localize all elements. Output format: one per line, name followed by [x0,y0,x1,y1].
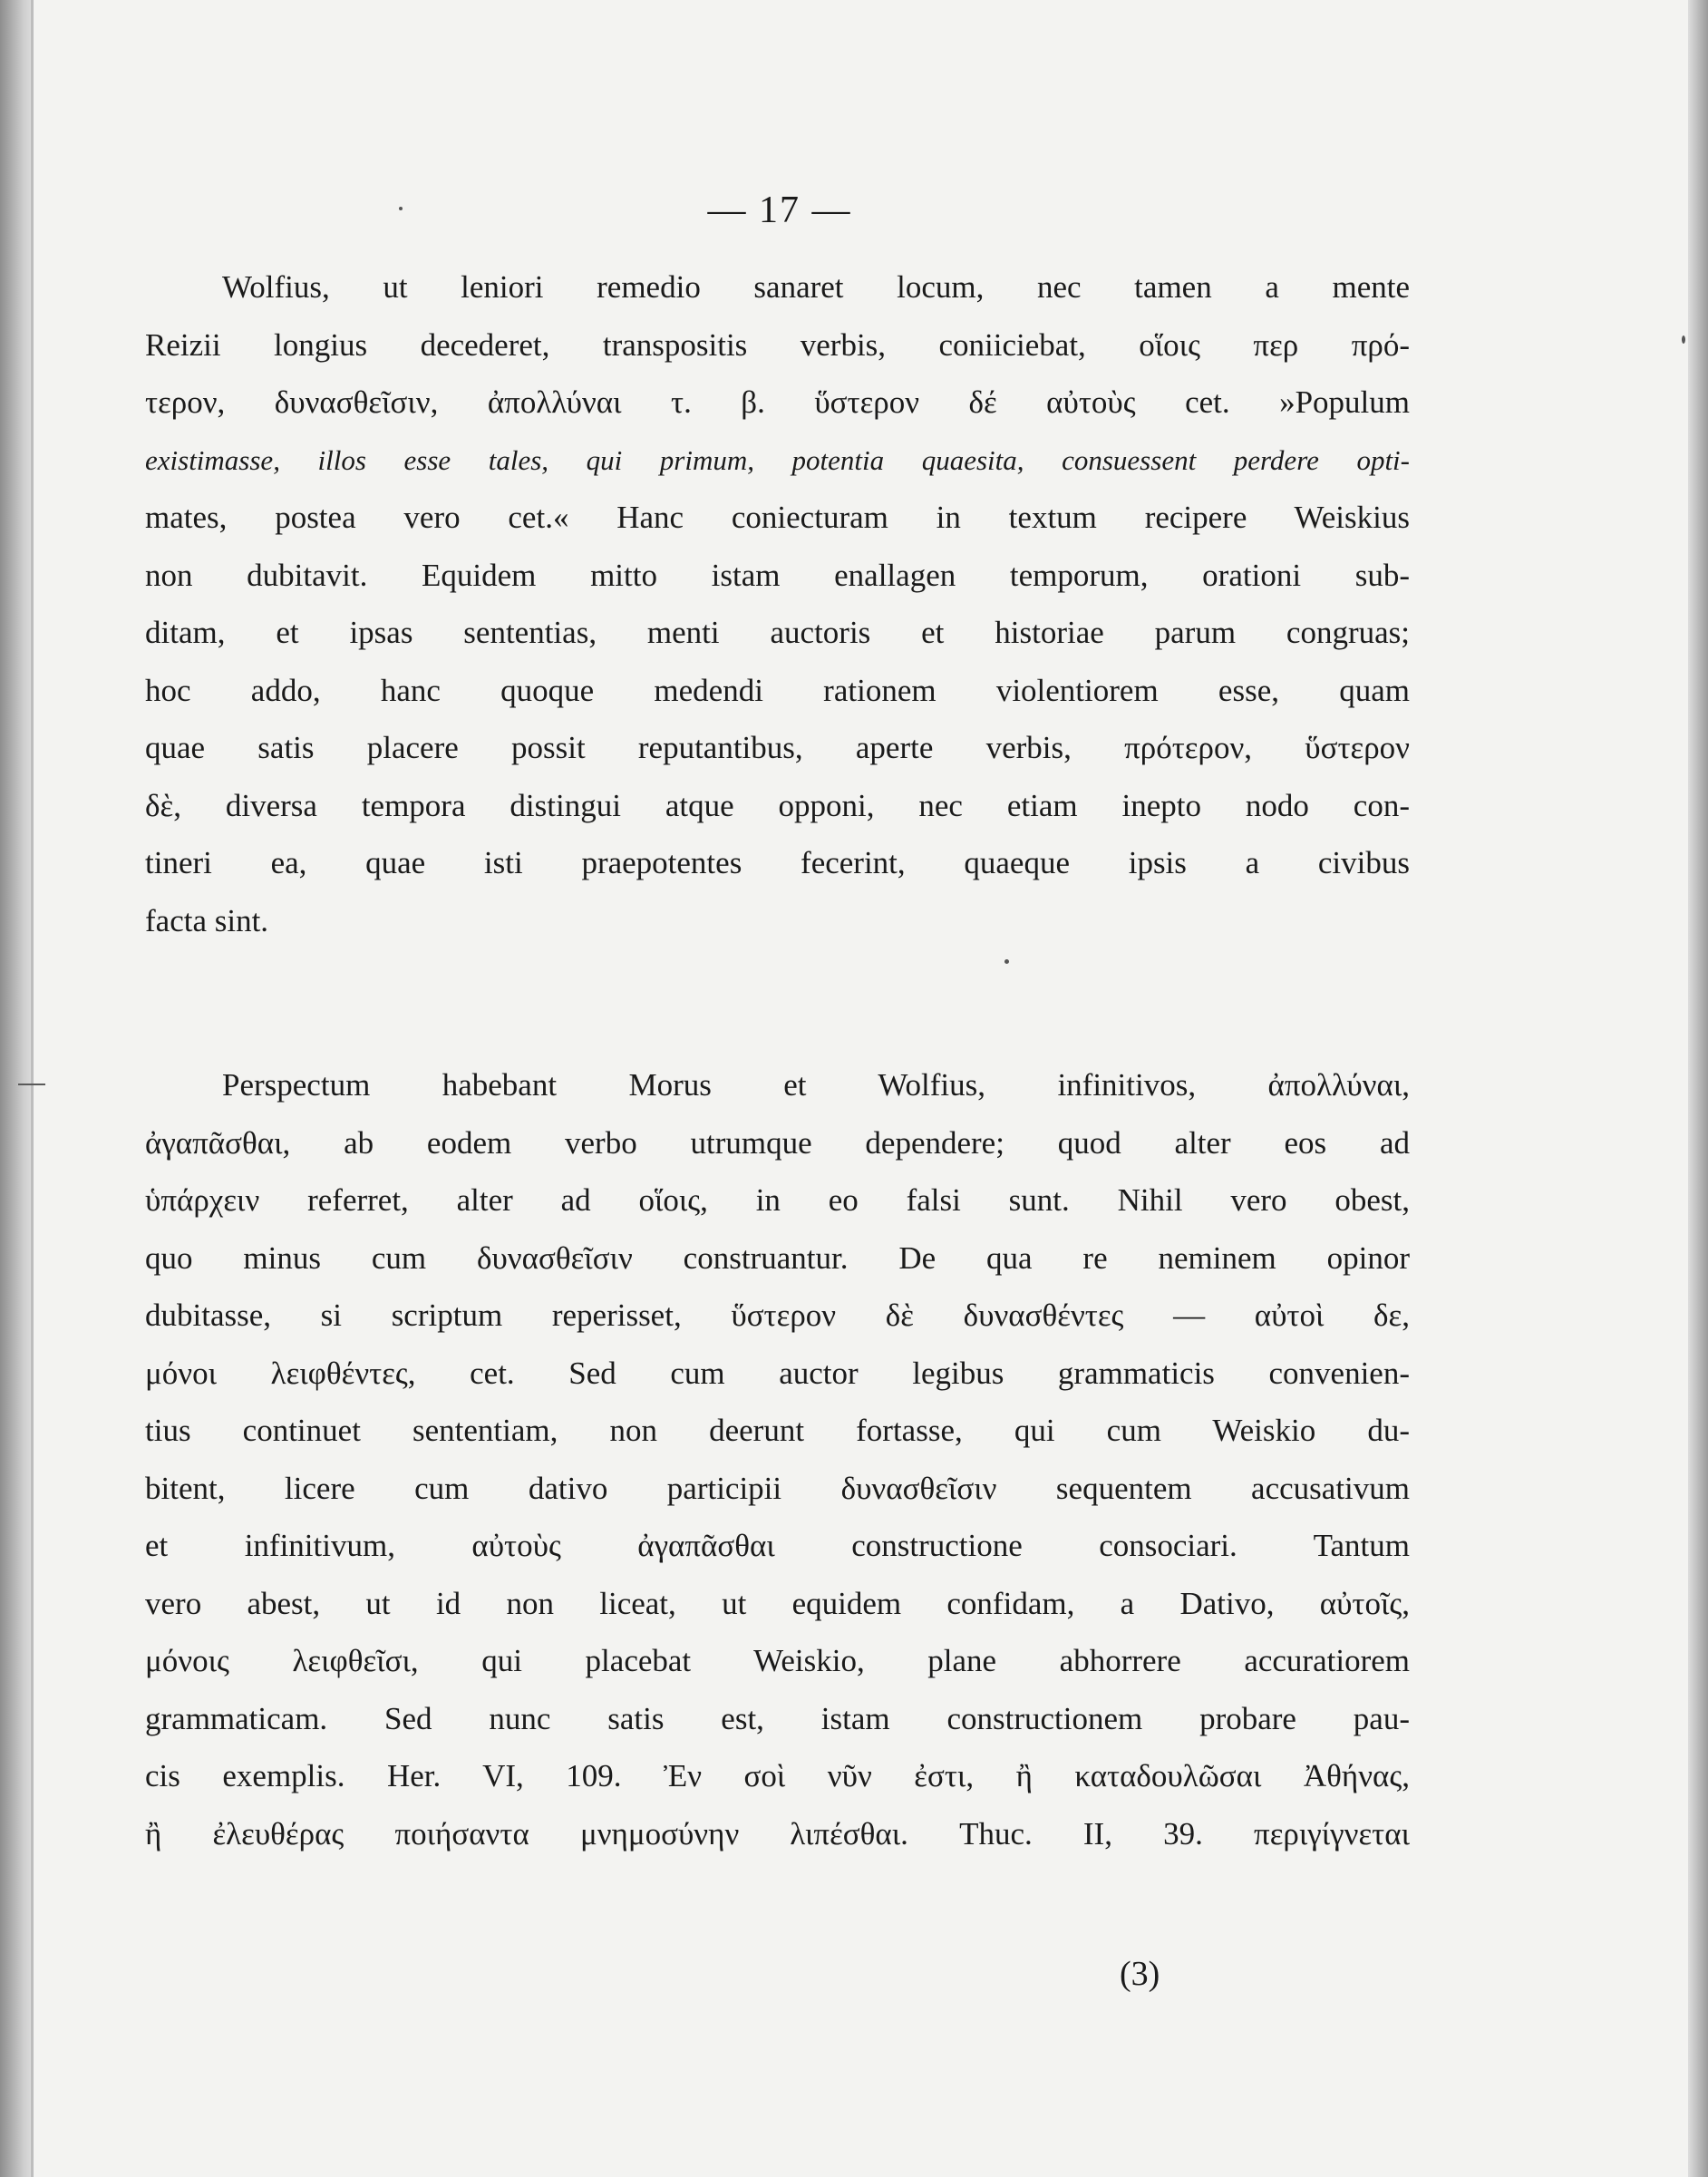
text-line: ἢ ἐλευθέρας ποιήσαντα μνημοσύνην λιπέσθαι. Thuc. II, 39. περιγίγνεται [145,1815,1410,1851]
text-line: tius continuet sententiam, non deerunt fortasse, qui cum Weiskio du- [145,1413,1410,1448]
text-line: mates, postea vero cet.« Hanc coniecturam in textum recipere Weiskius [145,500,1410,535]
paragraph-1 [145,258,1410,949]
right-page-edge [1688,0,1708,2177]
text-line: hoc addo, hanc quoque medendi rationem violentiorem esse, quam [145,672,1410,708]
ink-speck [1682,335,1685,344]
text-line: ditam, et ipsas sententias, menti auctoris et historiae parum congruas; [145,615,1410,650]
text-line: μόνοις λειφθεῖσι, qui placebat Weiskio, plane abhorrere accuratiorem [145,1643,1410,1678]
text-line: et infinitivum, αὐτοὺς ἀγαπᾶσθαι constructione consociari. Tantum [145,1528,1410,1563]
text-line: δὲ, diversa tempora distingui atque opponi, nec etiam inepto nodo con- [145,787,1410,823]
signature-mark: (3) [1120,1955,1160,1993]
text-line: facta sint. [145,902,269,938]
text-line: bitent, licere cum dativo participii δυνασθεῖσιν sequentem accusativum [145,1470,1410,1506]
text-line: quo minus cum δυνασθεῖσιν construantur. De qua re neminem opinor [145,1239,1410,1276]
ink-speck [1004,959,1009,964]
text-line: Wolfius, ut leniori remedio sanaret locum, nec tamen a mente [222,269,1410,305]
text-line: non dubitavit. Equidem mitto istam enallagen temporum, orationi sub- [145,557,1410,593]
text-line: τερον, δυνασθεῖσιν, ἀπολλύναι τ. β. ὕστερον δέ αὐτοὺς cet. »Populum [145,384,1410,420]
text-line: grammaticam. Sed nunc satis est, istam constructionem probare pau- [145,1700,1410,1736]
text-line: Reizii longius decederet, transpositis verbis, coniiciebat, οἵοις περ πρό- [145,326,1410,363]
text-line: ὑπάρχειν referret, alter ad οἵοις, in eo falsi sunt. Nihil vero obest, [145,1182,1410,1218]
text-line: Perspectum habebant Morus et Wolfius, infinitivos, ἀπολλύναι, [222,1067,1410,1103]
page-number: — 17 — [707,190,852,231]
binding-mark [18,1084,45,1085]
text-line: quae satis placere possit reputantibus, aperte verbis, πρότερον, ὕστερον [145,730,1410,765]
text-line: tineri ea, quae isti praepotentes fecerint, quaeque ipsis a civibus [145,845,1410,880]
text-line: existimasse, illos esse tales, qui primum, potentia quaesita, consuessent perdere opti- [145,443,1410,476]
text-line: ἀγαπᾶσθαι, ab eodem verbo utrumque dependere; quod alter eos ad [145,1124,1410,1161]
text-line: cis exemplis. Her. VI, 109. Ἐν σοὶ νῦν ἐστι, ἢ καταδουλῶσαι Ἀθήνας, [145,1758,1410,1793]
text-line: μόνοι λειφθέντες, cet. Sed cum auctor legibus grammaticis convenien- [145,1355,1410,1391]
paragraph-2 [145,1056,1410,1862]
ink-speck [399,207,403,210]
text-line: vero abest, ut id non liceat, ut equidem confidam, a Dativo, αὐτοῖς, [145,1585,1410,1621]
text-line: dubitasse, si scriptum reperisset, ὕστερον δὲ δυνασθέντες — αὐτοὶ δε, [145,1297,1410,1333]
